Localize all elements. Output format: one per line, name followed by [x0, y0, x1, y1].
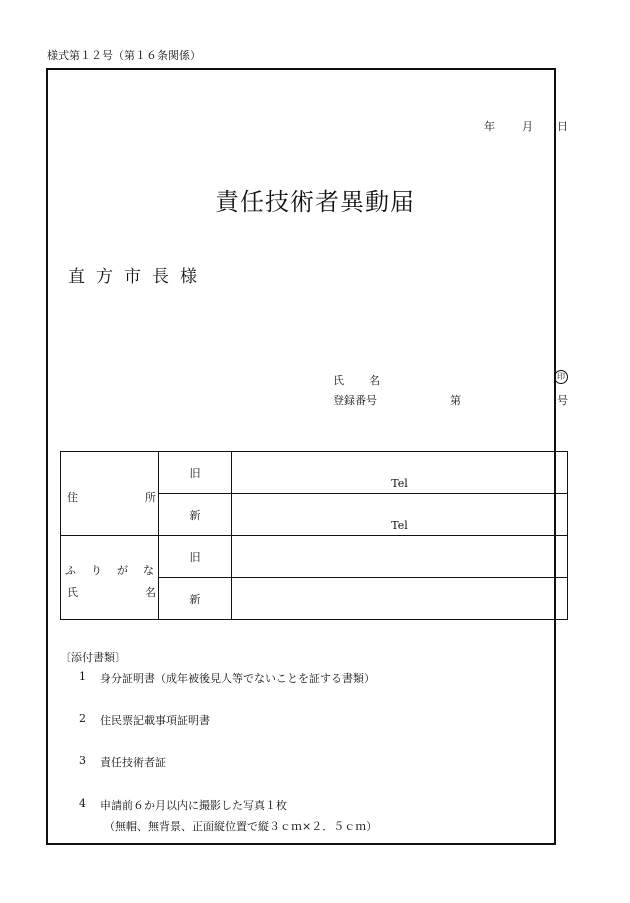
attachment-2-number: 2: [79, 712, 86, 725]
address-old-tel-label: Tel: [391, 477, 408, 490]
registration-go-label: 号: [557, 394, 568, 407]
name-label-cell: [61, 536, 159, 620]
attachment-3-number: 3: [79, 754, 86, 767]
address-old-label: 旧: [159, 452, 232, 494]
address-label-1: 住: [67, 491, 78, 504]
furigana-label: ふ り が な: [65, 564, 156, 577]
seal-mark: 印: [554, 370, 568, 384]
address-label-cell: [61, 452, 159, 536]
date-day-label: 日: [557, 120, 568, 133]
name-new-field[interactable]: [232, 578, 568, 620]
attachment-1-text: 身分証明書（成年被後見人等でないことを証する書類）: [100, 672, 375, 685]
attachment-3-text: 責任技術者証: [100, 756, 166, 769]
person-name-label-1: 氏: [67, 586, 78, 599]
address-new-field[interactable]: [232, 494, 568, 536]
applicant-name-label-1: 氏: [333, 374, 344, 387]
date-year-label: 年: [484, 120, 495, 133]
document-title: 責任技術者異動届: [215, 188, 415, 216]
registration-dai-label: 第: [450, 394, 461, 407]
address-new-label: 新: [159, 494, 232, 536]
address-label-2: 所: [145, 491, 156, 504]
person-name-label-2: 名: [145, 586, 156, 599]
attachment-1-number: 1: [79, 670, 86, 683]
date-month-label: 月: [522, 120, 533, 133]
address-old-field[interactable]: [232, 452, 568, 494]
registration-number-label: 登録番号: [333, 394, 377, 407]
change-details-table: [60, 451, 568, 620]
attachment-4-number: 4: [79, 797, 86, 810]
attachment-4-text: 申請前６か月以内に撮影した写真１枚: [100, 799, 287, 812]
form-number-label: 様式第１２号（第１６条関係）: [47, 49, 201, 62]
name-old-label: 旧: [159, 536, 232, 578]
name-new-label: 新: [159, 578, 232, 620]
name-old-field[interactable]: [232, 536, 568, 578]
attachment-4-note: （無帽、無背景、正面縦位置で縦３ｃｍ×２．５ｃｍ）: [104, 820, 378, 833]
addressee: 直方市長様: [68, 267, 208, 287]
address-new-tel-label: Tel: [391, 519, 408, 532]
attachment-2-text: 住民票記載事項証明書: [100, 714, 210, 727]
attachments-header: 〔添付書類〕: [60, 651, 126, 664]
applicant-name-label-2: 名: [369, 374, 380, 387]
